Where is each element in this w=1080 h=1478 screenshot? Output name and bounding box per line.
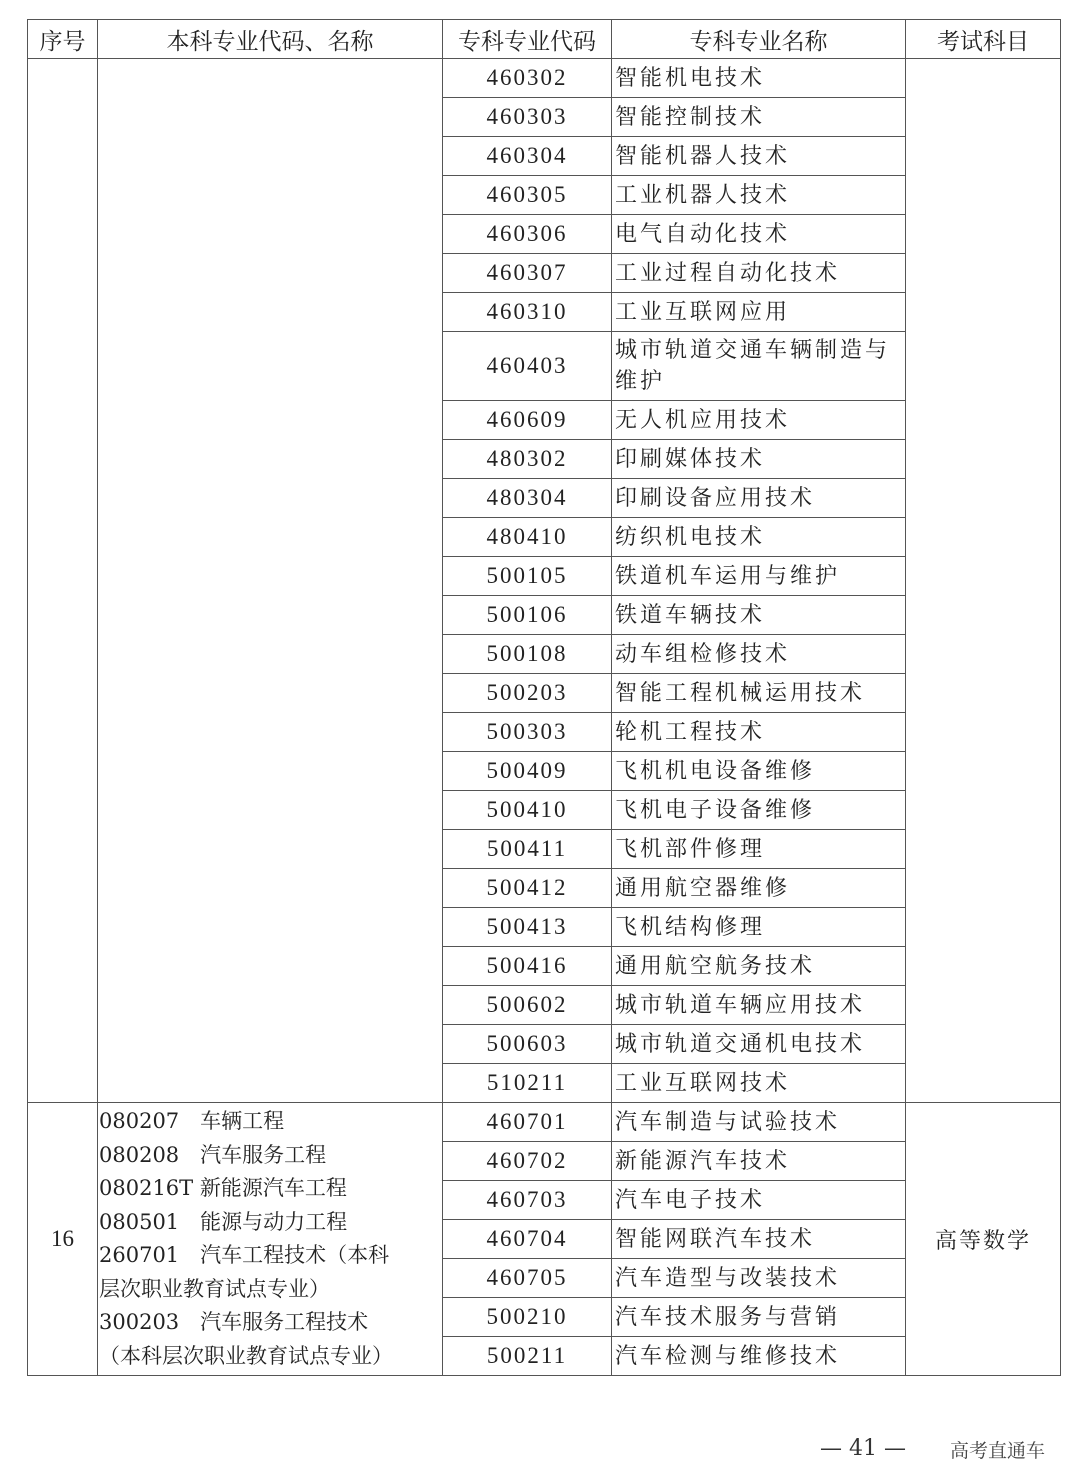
code-cell: 500410 bbox=[443, 791, 612, 830]
code-cell: 500106 bbox=[443, 596, 612, 635]
subject-cell bbox=[906, 59, 1061, 1103]
code-cell: 510211 bbox=[443, 1064, 612, 1103]
name-cell: 汽车电子技术 bbox=[612, 1181, 906, 1220]
code-cell: 500602 bbox=[443, 986, 612, 1025]
code-cell: 500412 bbox=[443, 869, 612, 908]
name-cell: 智能控制技术 bbox=[612, 98, 906, 137]
code-cell: 480304 bbox=[443, 479, 612, 518]
header-subject: 考试科目 bbox=[906, 20, 1061, 59]
name-cell: 汽车检测与维修技术 bbox=[612, 1337, 906, 1376]
code-cell: 460704 bbox=[443, 1220, 612, 1259]
code-cell: 500210 bbox=[443, 1298, 612, 1337]
name-cell: 工业机器人技术 bbox=[612, 176, 906, 215]
bachelor-line: 080216T 新能源汽车工程 bbox=[99, 1176, 347, 1200]
bachelor-line: 260701 汽车工程技术（本科 bbox=[99, 1243, 390, 1267]
code-cell: 500108 bbox=[443, 635, 612, 674]
code-cell: 460310 bbox=[443, 293, 612, 332]
bachelor-line: 080501 能源与动力工程 bbox=[99, 1209, 348, 1234]
code-cell: 480410 bbox=[443, 518, 612, 557]
name-cell: 工业过程自动化技术 bbox=[612, 254, 906, 293]
code-cell: 460703 bbox=[443, 1181, 612, 1220]
header-code: 专科专业代码 bbox=[443, 20, 612, 59]
code-cell: 500211 bbox=[443, 1337, 612, 1376]
major-table bbox=[27, 19, 1061, 1376]
header-name: 专科专业名称 bbox=[612, 20, 906, 59]
name-cell: 铁道机车运用与维护 bbox=[612, 557, 906, 596]
name-cell: 汽车技术服务与营销 bbox=[612, 1298, 906, 1337]
bachelor-line: 080208 汽车服务工程 bbox=[99, 1142, 327, 1167]
code-cell: 460705 bbox=[443, 1259, 612, 1298]
name-cell: 新能源汽车技术 bbox=[612, 1142, 906, 1181]
code-cell: 460306 bbox=[443, 215, 612, 254]
header-bachelor: 本科专业代码、名称 bbox=[98, 20, 443, 59]
table-row bbox=[28, 1103, 1061, 1142]
code-cell: 460702 bbox=[443, 1142, 612, 1181]
code-cell: 460304 bbox=[443, 137, 612, 176]
code-cell: 500413 bbox=[443, 908, 612, 947]
bachelor-line: 300203 汽车服务工程技术 bbox=[99, 1310, 369, 1334]
bachelor-cell bbox=[98, 59, 443, 1103]
bachelor-line: 层次职业教育试点专业） bbox=[99, 1276, 330, 1301]
header-seq: 序号 bbox=[28, 20, 98, 59]
code-cell: 460403 bbox=[443, 332, 612, 401]
name-cell: 通用航空航务技术 bbox=[612, 947, 906, 986]
seq-cell bbox=[28, 59, 98, 1103]
code-cell: 460302 bbox=[443, 59, 612, 98]
bachelor-line: （本科层次职业教育试点专业） bbox=[99, 1343, 393, 1368]
name-cell: 城市轨道交通机电技术 bbox=[612, 1025, 906, 1064]
header-row bbox=[28, 20, 1061, 59]
seq-cell: 16 bbox=[28, 1103, 98, 1376]
watermark: 高考直通车 bbox=[950, 1440, 1046, 1462]
name-cell: 飞机部件修理 bbox=[612, 830, 906, 869]
name-cell: 飞机电子设备维修 bbox=[612, 791, 906, 830]
table-row bbox=[28, 59, 1061, 98]
name-cell: 无人机应用技术 bbox=[612, 401, 906, 440]
name-cell: 铁道车辆技术 bbox=[612, 596, 906, 635]
bachelor-cell bbox=[98, 1103, 443, 1376]
name-cell: 智能机器人技术 bbox=[612, 137, 906, 176]
name-cell: 智能工程机械运用技术 bbox=[612, 674, 906, 713]
code-cell: 500303 bbox=[443, 713, 612, 752]
code-cell: 500105 bbox=[443, 557, 612, 596]
code-cell: 500603 bbox=[443, 1025, 612, 1064]
name-cell: 通用航空器维修 bbox=[612, 869, 906, 908]
name-cell: 智能网联汽车技术 bbox=[612, 1220, 906, 1259]
code-cell: 460701 bbox=[443, 1103, 612, 1142]
name-cell: 纺织机电技术 bbox=[612, 518, 906, 557]
name-cell: 飞机机电设备维修 bbox=[612, 752, 906, 791]
code-cell: 500409 bbox=[443, 752, 612, 791]
name-cell: 汽车造型与改装技术 bbox=[612, 1259, 906, 1298]
code-cell: 460305 bbox=[443, 176, 612, 215]
code-cell: 500416 bbox=[443, 947, 612, 986]
name-cell: 工业互联网技术 bbox=[612, 1064, 906, 1103]
name-cell: 汽车制造与试验技术 bbox=[612, 1103, 906, 1142]
code-cell: 500411 bbox=[443, 830, 612, 869]
name-cell: 工业互联网应用 bbox=[612, 293, 906, 332]
name-cell: 电气自动化技术 bbox=[612, 215, 906, 254]
code-cell: 460307 bbox=[443, 254, 612, 293]
name-cell: 印刷设备应用技术 bbox=[612, 479, 906, 518]
page-number: — 41 — bbox=[820, 1436, 906, 1461]
name-cell: 城市轨道车辆应用技术 bbox=[612, 986, 906, 1025]
name-cell: 飞机结构修理 bbox=[612, 908, 906, 947]
code-cell: 500203 bbox=[443, 674, 612, 713]
name-cell: 城市轨道交通车辆制造与维护 bbox=[612, 332, 906, 401]
bachelor-line: 080207 车辆工程 bbox=[99, 1109, 285, 1133]
code-cell: 480302 bbox=[443, 440, 612, 479]
code-cell: 460609 bbox=[443, 401, 612, 440]
name-cell: 智能机电技术 bbox=[612, 59, 906, 98]
code-cell: 460303 bbox=[443, 98, 612, 137]
subject-cell: 高等数学 bbox=[906, 1103, 1061, 1376]
name-cell: 印刷媒体技术 bbox=[612, 440, 906, 479]
name-cell: 动车组检修技术 bbox=[612, 635, 906, 674]
name-cell: 轮机工程技术 bbox=[612, 713, 906, 752]
